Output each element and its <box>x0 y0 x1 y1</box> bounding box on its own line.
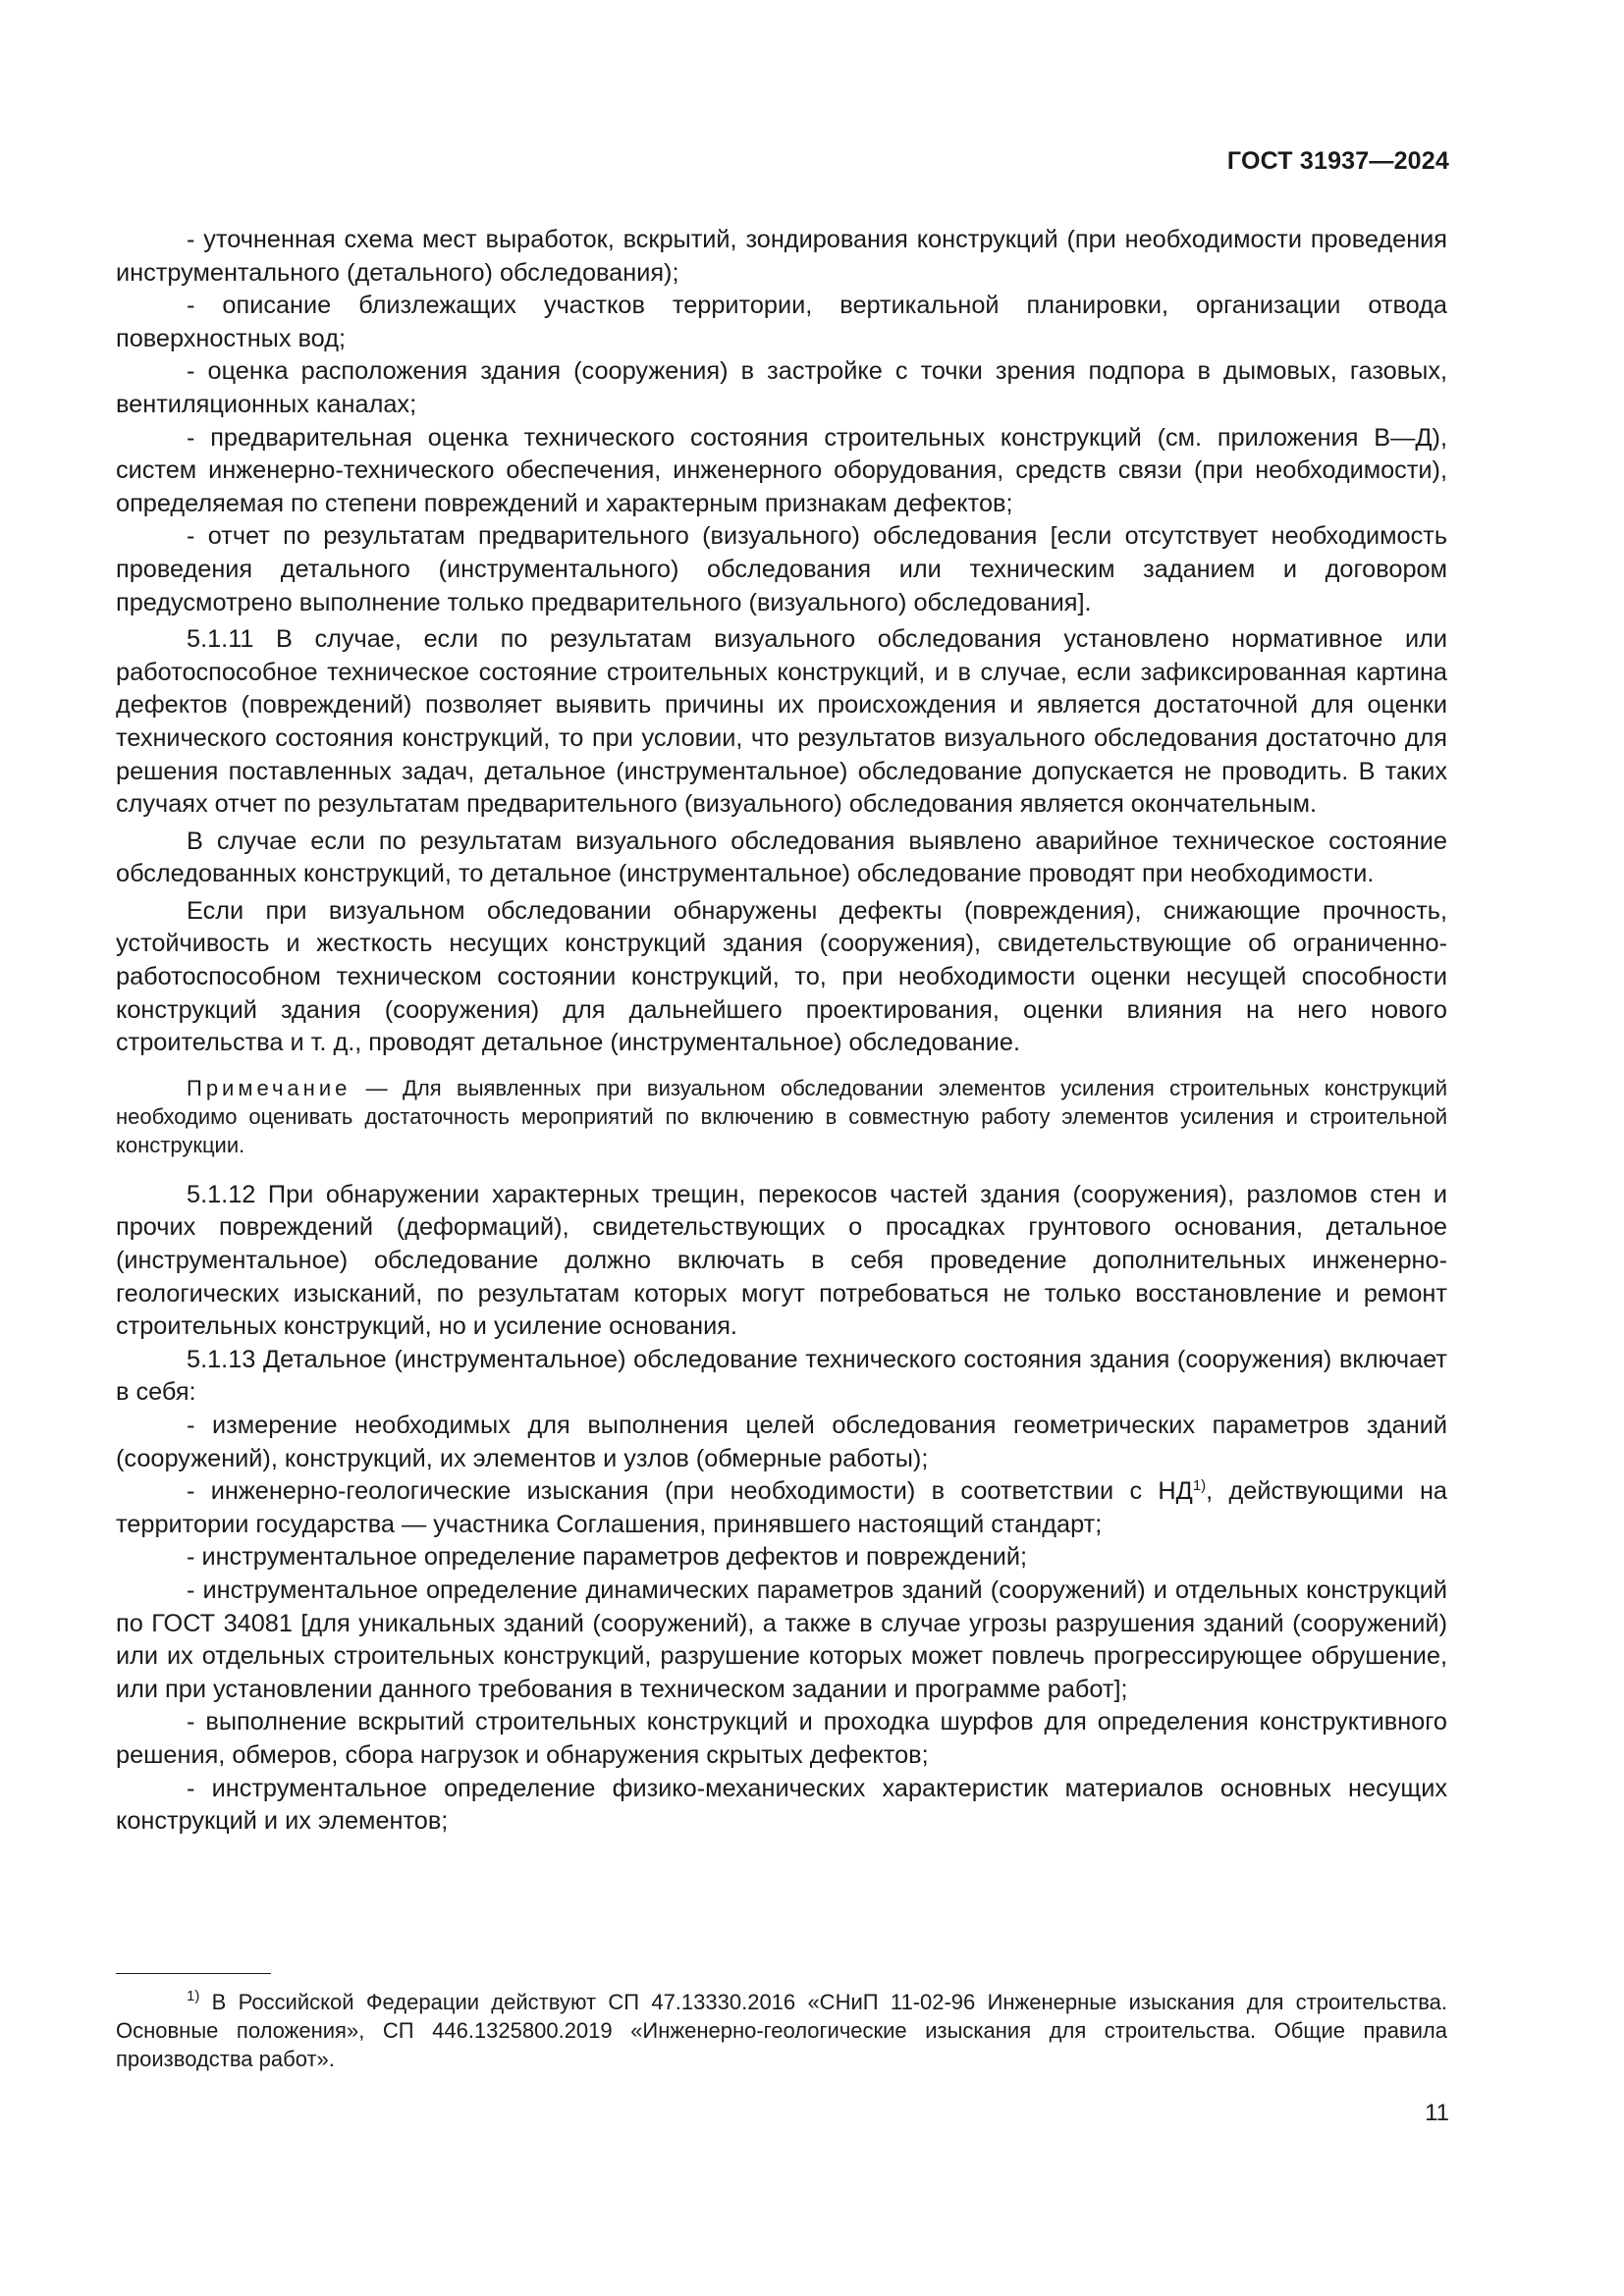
list-item: - инструментальное определение динамических параметров зданий (сооружений) и отдельных конструкций по ГОСТ 34081 [для уникальных зданий (сооружений), а также в случае угрозы разрушения зданий (сооружений) или их отдельных строительных конструкций, разрушение которых может повлечь прогрессирующее обрушение, или при установлении данного требования в техническом задании и программе работ]; <box>116 1575 1447 1703</box>
list-item: - уточненная схема мест выработок, вскрытий, зондирования конструкций (при необходимости проведения инструментального (детального) обследования); <box>116 226 1447 287</box>
list-item-with-footnote-ref <box>116 1475 1447 1541</box>
footnote-marker: 1) <box>187 1988 200 2004</box>
note <box>116 1074 1447 1159</box>
list-item: - оценка расположения здания (сооружения) в застройке с точки зрения подпора в дымовых, газовых, вентиляционных каналах; <box>116 357 1447 418</box>
clause-5-1-13: 5.1.13 Детальное (инструментальное) обследование технического состояния здания (сооружения) включает в себя: <box>116 1345 1447 1407</box>
note-text: — Для выявленных при визуальном обследовании элементов усиления строительных конструкций необходимо оценивать достаточность мероприятий по включению в совместную работу элементов усиления и строительной конструкции. <box>116 1075 1447 1157</box>
note-label: Примечание <box>187 1075 352 1100</box>
paragraph: В случае если по результатам визуального обследования выявлено аварийное техническое состояние обследованных конструкций, то детальное (инструментальное) обследование проводят при необходимости. <box>116 827 1447 888</box>
paragraph: Если при визуальном обследовании обнаружены дефекты (повреждения), снижающие прочность, устойчивость и жесткость несущих конструкций здания (сооружения), свидетельствующие об ограниченно-работоспособном техническом состоянии конструкций, то, при необходимости оценки несущей способности конструкций здания (сооружения) для дальнейшего проектирования, оценки влияния на него нового строительства и т. д., проводят детальное (инструментальное) обследование. <box>116 896 1447 1057</box>
list-item: - инструментальное определение параметров дефектов и повреждений; <box>187 1543 1028 1572</box>
list-item: - выполнение вскрытий строительных конструкций и проходка шурфов для определения конструктивного решения, обмеров, сбора нагрузок и обнаружения скрытых дефектов; <box>116 1708 1447 1769</box>
ref-text-before: - инженерно-геологические изыскания (при необходимости) в соответствии с НД <box>187 1477 1193 1506</box>
clause-5-1-12: 5.1.12 При обнаружении характерных трещин, перекосов частей здания (сооружения), разломов стен и прочих повреждений (деформаций), свидетельствующих о просадках грунтового основания, детальное (инструментальное) обследование должно включать в себя проведение дополнительных инженерно-геологических изысканий, по результатам которых могут потребоваться не только восстановление и ремонт строительных конструкций, но и усиление основания. <box>116 1180 1447 1341</box>
body-text <box>116 224 1447 1839</box>
footnote-text: В Российской Федерации действуют СП 47.13330.2016 «СНиП 11-02-96 Инженерные изыскания для строительства. Основные положения», СП 446.1325800.2019 «Инженерно-геологические изыскания для строительства. Общие правила производства работ». <box>116 1990 1447 2071</box>
list-item: - измерение необходимых для выполнения целей обследования геометрических параметров зданий (сооружений), конструкций, их элементов и узлов (обмерные работы); <box>116 1412 1447 1472</box>
footnote <box>116 1988 1447 2073</box>
list-item: - отчет по результатам предварительного (визуального) обследования [если отсутствует необходимость проведения детального (инструментального) обследования или техническим заданием и договором предусмотрено выполнение только предварительного (визуального) обследования]. <box>116 522 1447 616</box>
footnote-divider <box>116 1973 271 1974</box>
list-item: - описание близлежащих участков территории, вертикальной планировки, организации отвода поверхностных вод; <box>116 292 1447 352</box>
standard-code-header: ГОСТ 31937—2024 <box>1226 147 1449 175</box>
page-number: 11 <box>1425 2100 1449 2126</box>
ref-text-after: , действующими на территории государства — участника Соглашения, принявшего настоящий стандарт; <box>116 1477 1448 1538</box>
list-item: - предварительная оценка технического состояния строительных конструкций (см. приложения В—Д), систем инженерно-технического обеспечения, инженерного оборудования, средств связи (при необходимости), определяемая по степени повреждений и характерным признакам дефектов; <box>116 423 1447 517</box>
list-item: - инструментальное определение физико-механических характеристик материалов основных несущих конструкций и их элементов; <box>116 1774 1447 1836</box>
clause-5-1-11: 5.1.11 В случае, если по результатам визуального обследования установлено нормативное или работоспособное техническое состояние строительных конструкций, и в случае, если зафиксированная картина дефектов (повреждений) позволяет выявить причины их происхождения и является достаточной для оценки технического состояния конструкций, то при условии, что результатов визуального обследования достаточно для решения поставленных задач, детальное (инструментальное) обследование допускается не проводить. В таких случаях отчет по результатам предварительного (визуального) обследования является окончательным. <box>116 625 1447 819</box>
footnote-reference[interactable]: 1) <box>1192 1477 1207 1495</box>
